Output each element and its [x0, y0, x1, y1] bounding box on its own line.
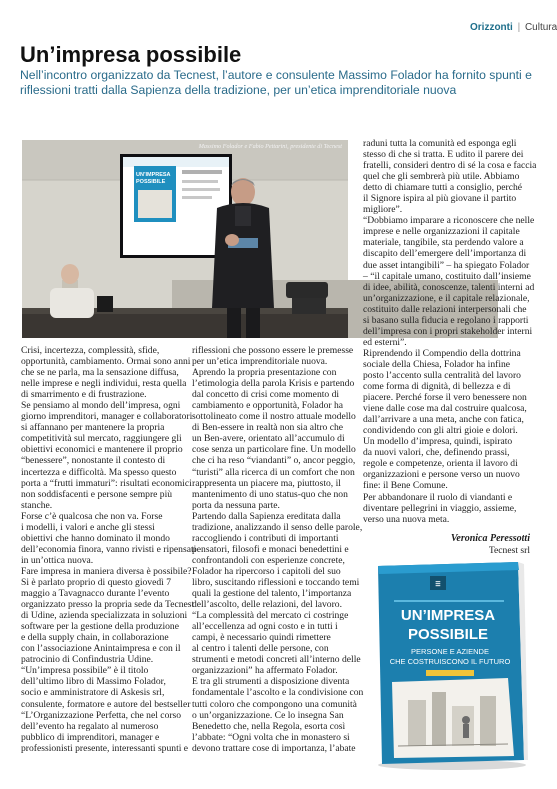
- column-line: Se pensiamo al mondo dell’impresa, ogni: [21, 400, 181, 412]
- column-line: tradizione, analizzando il senso delle parole,: [192, 521, 363, 533]
- column-line: stanche.: [21, 499, 53, 511]
- column-line: organizzazioni e persone verso un nuovo: [363, 469, 520, 481]
- article-column-1: [21, 345, 197, 754]
- column-line: sottolineato come il nostro attuale modello: [192, 411, 356, 423]
- section-header: [470, 22, 557, 33]
- column-line: o un’organizzazione. Ce lo insegna San: [192, 709, 344, 721]
- column-line: “La complessità del mercato ci costringe: [192, 610, 349, 622]
- author-company: Tecnest srl: [488, 545, 530, 556]
- column-line: dell’impresa con i propri stakeholder interni: [363, 325, 533, 337]
- column-line: rappresenta un piacere ma, piuttosto, il: [192, 477, 341, 489]
- column-line: raccogliendo i contributi di importanti: [192, 532, 339, 544]
- column-line: “Dobbiamo imparare a riconoscere che nelle: [363, 215, 535, 227]
- column-line: discapito dell’emergere dell’importanza di: [363, 248, 527, 260]
- column-line: dell’evento ha regalato al numeroso: [21, 720, 159, 732]
- column-line: devono trattare cose di importanza, l’abate: [192, 742, 356, 754]
- book-title-line2: POSSIBILE: [407, 626, 489, 643]
- column-line: all’eccellenza ad ogni costo e in tutti i: [192, 621, 338, 633]
- column-line: cambiamento e opportunità, Folador ha: [192, 400, 344, 412]
- column-line: di Udine, azienda specializzata in soluzioni: [21, 610, 188, 622]
- column-line: si affannano per mantenere la propria: [21, 422, 165, 434]
- column-line: dall’arrivare a una meta, anche con fatica,: [363, 414, 524, 426]
- column-line: in un’ottica nuova.: [21, 554, 94, 566]
- book-cover-illustration: [368, 560, 530, 772]
- column-line: riflessioni che possono essere le premesse: [192, 345, 354, 356]
- column-line: E tra gli strumenti a disposizione diventa: [192, 676, 350, 688]
- column-line: strumenti e metodi concreti all’interno delle: [192, 654, 361, 666]
- column-line: e della supply chain, in collaborazione: [21, 632, 169, 644]
- column-line: opportunità, cambiamento. Ormai sono anni: [21, 356, 191, 368]
- column-line: imprese e nelle organizzazioni il capitale: [363, 226, 520, 238]
- column-line: stesso di che si tratta. E udito il parere dei: [363, 149, 524, 161]
- column-line: consulente, formatore e autore del bestseller: [21, 698, 191, 710]
- column-line: Un modello d’impresa, quindi, ispirato: [363, 436, 513, 448]
- column-line: Fare impresa in maniera diversa è possibile?: [21, 565, 192, 577]
- column-line: regole e competenze, orienta il lavoro di: [363, 458, 518, 470]
- column-line: ed esterni”.: [363, 336, 407, 348]
- column-line: organizzato presso la propria sede da Tecnest: [21, 599, 195, 611]
- column-line: Crisi, incertezza, complessità, sfide,: [21, 345, 160, 356]
- column-line: Forse c’è qualcosa che non va. Forse: [21, 510, 163, 522]
- column-line: al centro i talenti delle persone, con: [192, 643, 329, 655]
- column-line: giorno imprenditori, manager e collaboratori: [21, 411, 193, 423]
- article-column-3: [363, 138, 537, 525]
- column-line: piacere. Perché forse il vero benessere non: [363, 392, 527, 404]
- author-name: Veronica Peressotti: [450, 533, 530, 544]
- column-line: Riprendendo il Compendio della dottrina: [363, 347, 521, 359]
- article-subtitle: Nell’incontro organizzato da Tecnest, l’autore e consulente Massimo Folador ha fornito spunti e riflessioni tratti dalla Sapienza della tradizione, per un’etica imprenditoriale nuova: [20, 68, 532, 97]
- subsection-label: Cultura: [524, 22, 557, 33]
- column-line: “Un’impresa possibile” è il titolo: [21, 665, 149, 677]
- column-line: competitività sul mercato, raggiungere gli: [21, 433, 182, 445]
- column-line: verso una nuova meta.: [363, 513, 450, 525]
- column-line: l’abbate: “Ogni volta che in monastero si: [192, 731, 350, 743]
- column-line: condividendo con gli altri gioie e dolori.: [363, 425, 518, 437]
- column-line: si basano sulla fiducia e regolano i rapporti: [363, 314, 529, 326]
- column-line: posto l’accento sulla centralità del lavoro: [363, 369, 521, 381]
- column-line: di smarrimento e di frustrazione.: [21, 389, 147, 401]
- photo-caption: Massimo Folador e Fabio Pettarini, presidente di Tecnest: [198, 143, 342, 150]
- column-line: che ci ha reso “viandanti” o, ancor peggio,: [192, 455, 356, 467]
- column-line: porta da nessuna parte.: [192, 499, 280, 511]
- column-line: di idee, abilità, conoscenze, talenti interni ad: [363, 281, 535, 293]
- column-line: incertezza e difficoltà. Ma spesso questo: [21, 466, 177, 478]
- column-line: pensatori, filosofi e monaci benedettini e: [192, 543, 349, 555]
- column-line: materiale, tangibile, sta perdendo valore a: [363, 237, 524, 249]
- column-line: Si è parlato proprio di questo giovedì 7: [21, 576, 172, 588]
- column-line: pubblico di imprenditori, manager e: [21, 731, 160, 743]
- column-line: fratelli, consideri dentro di sé la cosa e faccia: [363, 160, 537, 172]
- book-series-mark: ☰: [435, 582, 441, 588]
- column-line: costituito dalle relazioni interpersonali che: [363, 303, 527, 315]
- article-title: Un’impresa possibile: [20, 42, 242, 67]
- column-line: viene dalle cose ma dal costruire qualcosa,: [363, 403, 527, 415]
- column-line: confrontandoli con esperienze concrete,: [192, 554, 345, 566]
- column-line: migliore”.: [363, 204, 403, 216]
- column-line: quel che gli sembrerà più utile. Abbiamo: [363, 171, 520, 183]
- article-column-2: [192, 345, 364, 754]
- book-subtitle-line1: PERSONE E AZIENDE: [411, 647, 489, 656]
- column-line: fondamentale l’ascolto e la condivisione con: [192, 687, 364, 699]
- column-line: i modelli, i valori e anche gli stessi: [21, 521, 155, 533]
- column-line: dell’economia finora, vanno rivisti e ripensati: [21, 543, 197, 555]
- photo-book-title-line2: POSSIBILE: [136, 179, 166, 185]
- column-line: con l’associazione Anintaimpresa e con il: [21, 643, 181, 655]
- column-line: di Ben-essere in realtà non sia altro che: [192, 422, 344, 434]
- column-line: un Ben-avere, orientato all’accumulo di: [192, 433, 345, 445]
- column-line: dell’ultimo libro di Massimo Folador,: [21, 676, 166, 688]
- column-line: dell’ascolto, delle relazioni, del lavoro.: [192, 599, 342, 611]
- event-photo-illustration: [22, 140, 348, 338]
- column-line: maggio a Tavagnacco durante l’evento: [21, 588, 170, 600]
- section-label: Orizzonti: [470, 22, 513, 33]
- column-line: che se ne parla, ma la sensazione diffusa,: [21, 367, 179, 379]
- column-line: software per la gestione della produzione: [21, 621, 179, 633]
- column-line: dal concetto di crisi come momento di: [192, 389, 340, 401]
- column-line: Per abbandonare il ruolo di viandanti e: [363, 491, 513, 503]
- column-line: due asset intangibili” – ha spiegato Folador: [363, 259, 530, 271]
- author-signature: [420, 533, 530, 556]
- column-line: organizzazioni” ha affermato Folador.: [192, 665, 338, 677]
- book-title-line1: UN’IMPRESA: [400, 607, 496, 624]
- photo-book-title-line1: UN’IMPRESA: [136, 172, 171, 178]
- column-line: cose senza un particolare fine. Un modello: [192, 444, 356, 456]
- column-line: non soddisfacenti e persone sempre più: [21, 488, 173, 500]
- column-line: per un’etica imprenditoriale nuova.: [192, 356, 328, 368]
- column-line: porta a “frutti immaturi”: risultati economici: [21, 477, 192, 489]
- column-line: il Signore ispira al più giovane il partito: [363, 193, 517, 205]
- column-line: come forma di dignità, di bellezza e di: [363, 381, 511, 393]
- column-line: nelle imprese e negli individui, resta quella: [21, 378, 187, 390]
- section-separator: |: [517, 22, 521, 33]
- column-line: patrocinio di Confindustria Udine.: [21, 654, 154, 666]
- column-line: campi, è necessario quindi rimettere: [192, 632, 331, 644]
- column-line: un’organizzazione, e il capitale relazionale,: [363, 292, 530, 304]
- column-line: diventare pellegrini in viaggio, assieme,: [363, 502, 517, 514]
- column-line: Partendo dalla Sapienza ereditata dalla: [192, 510, 341, 522]
- column-line: raduni tutta la comunità ed esponga egli: [363, 138, 517, 149]
- column-line: Folador ha ripercorso i capitoli del suo: [192, 565, 341, 577]
- book-cover-image: [368, 560, 530, 772]
- column-line: Aprendo la propria presentazione con: [192, 367, 337, 379]
- column-line: “L’Organizzazione Perfetta, che nel corso: [21, 709, 182, 721]
- column-line: professionisti presente, interessanti spunti e: [21, 742, 189, 754]
- column-line: quali la gestione del talento, l’importanza: [192, 588, 352, 600]
- column-line: obiettivi che hanno dominato il mondo: [21, 532, 170, 544]
- column-line: sociale della Chiesa, Folador ha infine: [363, 358, 511, 370]
- book-subtitle-line2: CHE COSTRUISCONO IL FUTURO: [389, 657, 511, 666]
- column-line: tutti coloro che compongono una comunità: [192, 698, 357, 710]
- column-line: socio e amministratore di Askesis srl,: [21, 687, 165, 699]
- column-line: obiettivi economici e mantenere il proprio: [21, 444, 183, 456]
- column-line: l’etimologia della parola Krisis e partendo: [192, 378, 355, 390]
- column-line: detto di chiamare tutti a consiglio, perché: [363, 182, 523, 194]
- column-line: libro, suscitando riflessioni e toccando temi: [192, 576, 360, 588]
- column-line: “benessere”, nonostante il contesto di: [21, 455, 166, 467]
- column-line: – “il capitale umano, costituito dall’insieme: [363, 270, 531, 282]
- column-line: da nuovi valori, che, definendo prassi,: [363, 447, 510, 459]
- column-line: “turisti” alla ricerca di un comfort che non: [192, 466, 355, 478]
- event-photo: [22, 140, 348, 338]
- column-line: Benedetto che, nella Regola, esorta così: [192, 720, 346, 732]
- column-line: mantenimento di uno status-quo che non: [192, 488, 348, 500]
- column-line: fine: il Bene Comune.: [363, 480, 448, 492]
